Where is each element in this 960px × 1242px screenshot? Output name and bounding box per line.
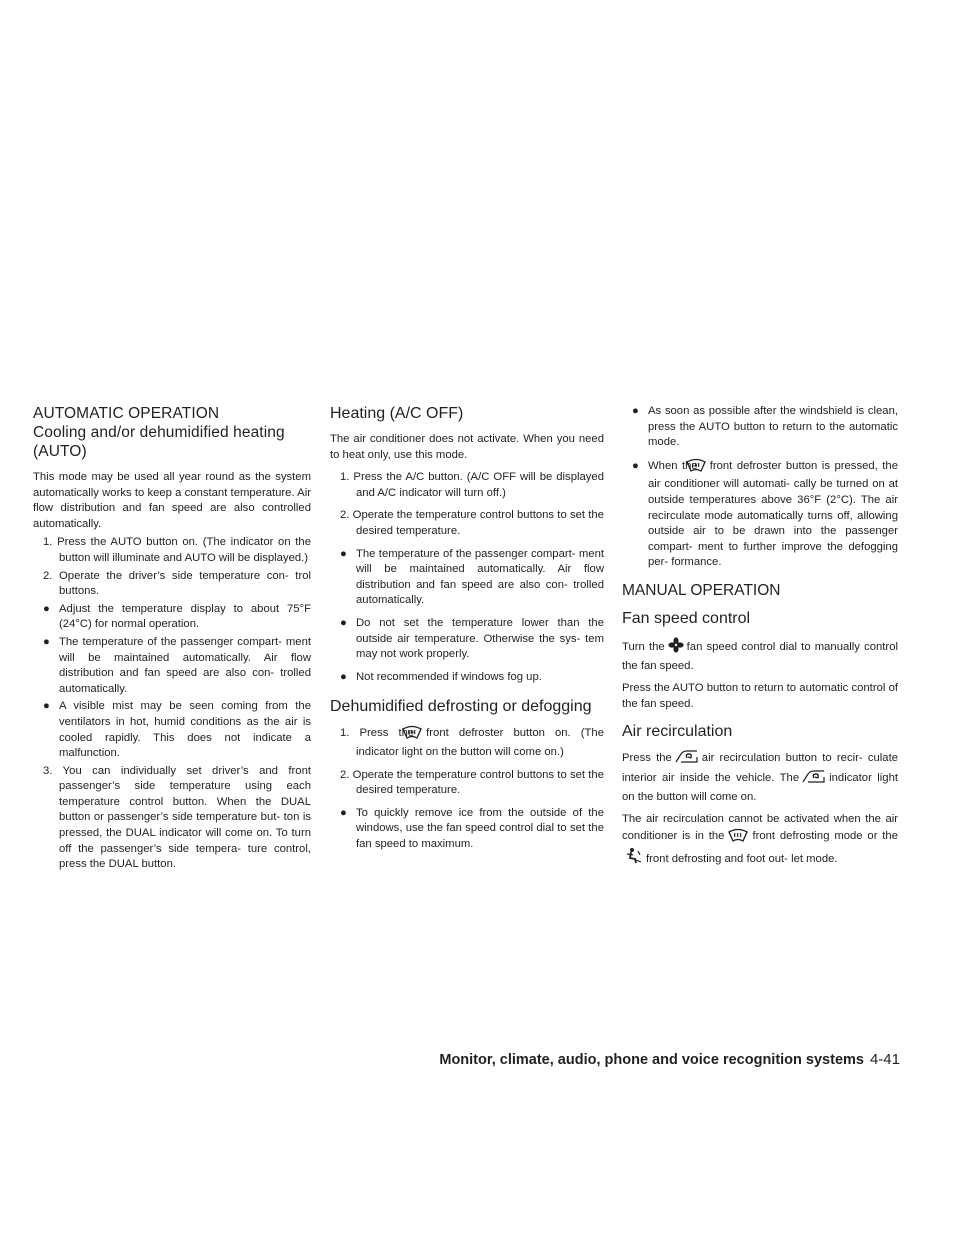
front-defroster-icon: [701, 458, 707, 478]
subheading-cooling-line1: Cooling and/or dehumidified heating: [33, 424, 285, 441]
heating-step-1: 1. Press the A/C button. (A/C OFF will be displayed and A/C indicator will turn off.): [340, 471, 604, 499]
subheading-heating: Heating (A/C OFF): [330, 405, 464, 422]
bullet-dot: ●: [43, 700, 50, 713]
fan-paragraph-2: Press the AUTO button to return to automatic control of the fan speed.: [622, 682, 898, 710]
air-recirculation-icon: [675, 750, 699, 770]
section-heading-automatic-operation: AUTOMATIC OPERATION: [33, 405, 220, 422]
heating-step-2: 2. Operate the temperature control buttons to set the desired temperature.: [340, 509, 604, 537]
page-number: 4-41: [869, 1051, 900, 1068]
section-heading-manual-operation: MANUAL OPERATION: [622, 581, 781, 599]
bullet-dot: ●: [340, 806, 347, 819]
fan-icon: [668, 637, 684, 659]
auto-step-3: 3. You can individually set driver’s and front passenger’s side temperature using each temperature control button. When the DUAL button or passenger’s side temperature but- ton is pressed, the DUAL indicator will come on. To turn off the passenger’s side tempera- ture control, press the DUAL button.: [43, 764, 311, 871]
subheading-cooling-line2: (AUTO): [33, 443, 87, 460]
auto-step-1: 1. Press the AUTO button on. (The indicator on the button will illuminate and AUTO will be displayed.): [43, 536, 311, 564]
front-defroster-icon: [417, 725, 423, 745]
bullet-dot: ●: [340, 616, 347, 629]
subheading-fan-speed: Fan speed control: [622, 609, 751, 627]
bullet-dot: ●: [340, 670, 347, 683]
page-footer: [425, 1051, 900, 1068]
bullet-dot: ●: [43, 635, 50, 648]
heating-bullet-2: ● Do not set the temperature lower than the outside air temperature. Otherwise the sys- tem may not work properly.: [340, 616, 604, 661]
footer-chapter-title: Monitor, climate, audio, phone and voice recognition systems: [439, 1052, 864, 1068]
subheading-defogging: Dehumidified defrosting or defogging: [330, 698, 592, 716]
subheading-air-recirculation: Air recirculation: [622, 723, 733, 741]
bullet-dot: ●: [632, 459, 639, 472]
air-recirculation-icon: [802, 770, 826, 790]
auto-bullet-1: ● Adjust the temperature display to about 75°F (24°C) for normal operation.: [43, 602, 311, 631]
defrost-foot-icon: [625, 847, 643, 871]
front-defroster-icon: [727, 828, 749, 848]
heating-bullet-3: ● Not recommended if windows fog up.: [330, 670, 604, 686]
bullet-dot: ●: [632, 405, 639, 417]
column-middle: [330, 404, 604, 859]
fan-paragraph-1: Turn the fan speed control dial to manually control the fan speed.: [622, 637, 898, 674]
column-left: [33, 404, 311, 880]
defog-step-2: 2. Operate the temperature control buttons to set the desired temperature.: [340, 768, 604, 797]
auto-intro-paragraph: This mode may be used all year round as the system automatically works to keep a constant temperature. Air flow distribution and fan speed are also controlled automatically.: [33, 471, 311, 530]
heating-intro: The air conditioner does not activate. When you need to heat only, use this mode.: [330, 433, 604, 461]
auto-bullet-3: ● A visible mist may be seen coming from the ventilators in hot, humid conditions as the air is cooled rapidly. This does not indicate a malfunction.: [43, 700, 311, 760]
heating-bullet-1: ● The temperature of the passenger compart- ment will be maintained automatically. Air flow distribution and fan speed are also con- trolled automatically.: [340, 547, 604, 607]
column-right: [622, 404, 898, 878]
bullet-dot: ●: [340, 547, 347, 560]
recirc-paragraph-2: The air recirculation cannot be activated when the air conditioner is in the front defrosting mode or thefront defrosting and foot out- let mode.: [622, 812, 898, 871]
bullet-dot: ●: [43, 602, 50, 615]
defog-step-1: 1. Press the front defroster button on. (The indicator light on the button will come on.): [340, 727, 604, 758]
defog-bullet-2: ● As soon as possible after the windshield is clean, press the AUTO button to return to the automatic mode.: [632, 405, 898, 449]
defog-bullet-1: ● To quickly remove ice from the outside of the windows, use the fan speed control dial to set the fan speed to maximum.: [340, 806, 604, 850]
auto-bullet-2: ● The temperature of the passenger compart- ment will be maintained automatically. Air flow distribution and fan speed are also con- trolled automatically.: [43, 635, 311, 695]
auto-step-2: 2. Operate the driver’s side temperature con- trol buttons.: [43, 569, 311, 598]
recirc-paragraph-1: Press the air recirculation button to recir- culate interior air inside the vehicle. The indicator light on the button will come on.: [622, 752, 898, 803]
defog-bullet-3: ● When the front defroster button is pressed, the air conditioner will automati- cally be turned on at outside temperatures above 36°F (2°C). The air recirculate mode automatically turns off, allowing outside air to be drawn into the passenger compart- ment to further improve the defogging per- formance.: [632, 459, 898, 569]
